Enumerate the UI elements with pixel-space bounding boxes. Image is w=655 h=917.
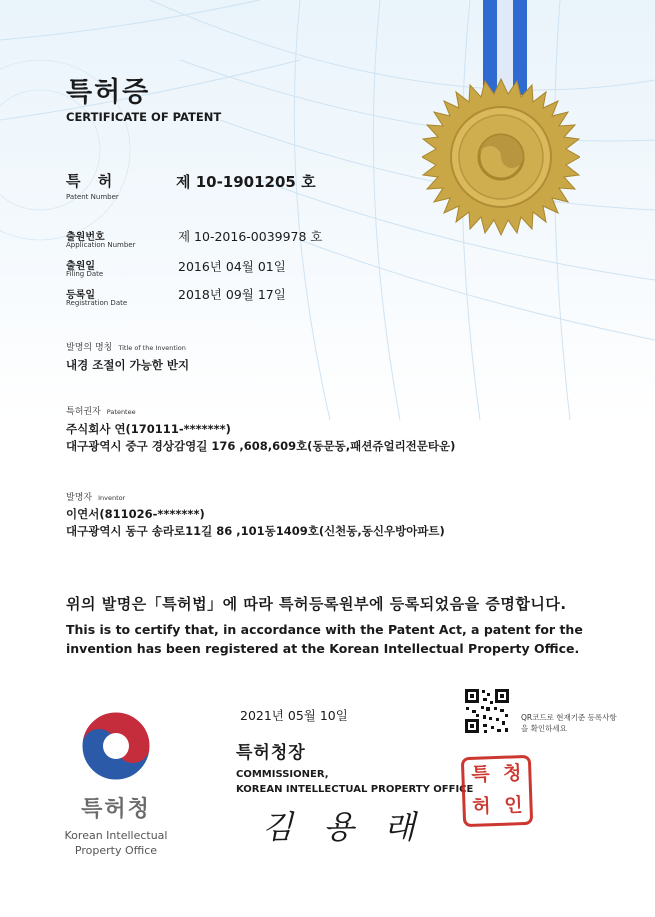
inventor-address: 대구광역시 동구 송라로11길 86 ,101동1409호(신천동,동신우방아파트): [66, 524, 445, 538]
qr-code-note: QR코드로 현재기준 등록사항을 확인하세요: [521, 713, 617, 733]
filing-date-label-en: Filing Date: [66, 270, 104, 278]
gold-seal: [422, 78, 580, 236]
commissioner-title-line2: KOREAN INTELLECTUAL PROPERTY OFFICE: [236, 784, 474, 795]
title-korean: 특허증: [66, 77, 151, 108]
invention-title-label: [66, 340, 186, 353]
registration-date-label: 등록일: [66, 290, 95, 301]
stamp-char-1: 특: [470, 763, 490, 786]
patentee-name: 주식회사 연(170111-*******): [66, 422, 231, 436]
kipo-taegeuk-logo: [78, 708, 154, 784]
issue-date: 2021년 05월 10일: [240, 708, 348, 723]
application-number-value: 제 10-2016-0039978 호: [178, 229, 323, 244]
office-name-korean: 특허청: [81, 797, 151, 822]
patentee-label-ko: 특허권자: [66, 407, 101, 417]
invention-title-label-en: Title of the Invention: [118, 344, 186, 352]
patentee-label-en: Patentee: [106, 408, 136, 416]
official-red-stamp: [461, 755, 533, 827]
certification-text-korean: 위의 발명은「특허법」에 따라 특허등록원부에 등록되었음을 증명합니다.: [66, 595, 567, 613]
commissioner-signature: 김 용 래: [262, 808, 426, 846]
invention-title-value: 내경 조절이 가능한 반지: [66, 358, 190, 372]
inventor-name: 이연서(811026-*******): [66, 507, 205, 521]
filing-date-label: 출원일: [66, 261, 95, 272]
inventor-label-ko: 발명자: [66, 493, 93, 503]
commissioner-title-english: [236, 767, 496, 797]
invention-title-label-ko: 발명의 명칭: [66, 343, 113, 353]
registration-date-value: 2018년 09월 17일: [178, 287, 286, 302]
stamp-char-3: 허: [471, 795, 492, 818]
title-english: CERTIFICATE OF PATENT: [66, 110, 222, 124]
patent-number-label: 특 허: [66, 172, 119, 190]
application-number-label-en: Application Number: [66, 241, 136, 249]
patentee-label: [66, 404, 136, 417]
stamp-char-4: 인: [503, 794, 524, 817]
filing-date-value: 2016년 04월 01일: [178, 259, 286, 274]
qr-code-icon[interactable]: [463, 687, 511, 735]
patent-number-value: 제 10-1901205 호: [176, 173, 316, 191]
stamp-char-2: 청: [502, 762, 522, 785]
patent-number-label-en: Patent Number: [66, 193, 119, 201]
certification-text-english: This is to certify that, in accordance with the Patent Act, a patent for the invention has been registered at the Korean Intellectual Property Office.: [66, 622, 583, 656]
application-number-label: 출원번호: [66, 232, 105, 243]
registration-date-label-en: Registration Date: [66, 299, 128, 307]
office-name-english: Korean Intellectual Property Office: [64, 829, 168, 857]
inventor-label: [66, 490, 125, 503]
inventor-label-en: Inventor: [98, 494, 126, 502]
commissioner-title-line1: COMMISSIONER,: [236, 769, 329, 780]
commissioner-title-korean: 특허청장: [236, 743, 306, 763]
patentee-address: 대구광역시 중구 경상감영길 176 ,608,609호(동문동,패션쥬얼리전문타운): [66, 439, 456, 453]
